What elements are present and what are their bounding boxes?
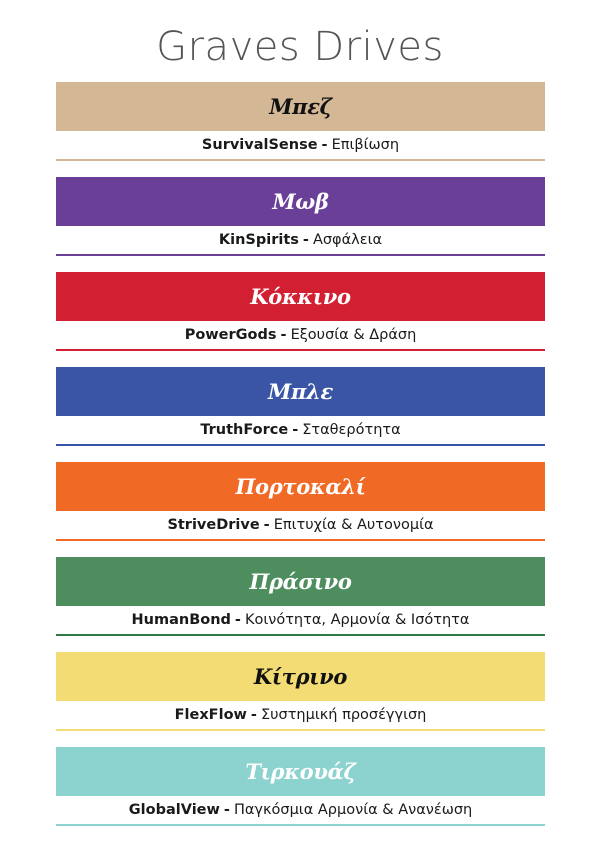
color-name: Τιρκουάζ [245, 759, 356, 784]
color-name: Μπλε [268, 379, 333, 404]
color-band [56, 462, 545, 511]
separator: - [292, 422, 299, 438]
divider-line [56, 539, 545, 541]
drive-description: Ασφάλεια [312, 232, 383, 248]
drives-list [56, 82, 545, 842]
divider-line [56, 634, 545, 636]
drive-description-row [56, 606, 545, 634]
drive-description-row [56, 226, 545, 254]
drive-orange [56, 462, 545, 557]
drive-description: Επιβίωση [331, 137, 400, 153]
drive-description: Επιτυχία & Αυτονομία [273, 517, 434, 533]
drive-name: TruthForce [200, 422, 289, 438]
drive-description: Σταθερότητα [302, 422, 401, 438]
color-band [56, 82, 545, 131]
drive-description-row [56, 131, 545, 159]
divider-line [56, 159, 545, 161]
separator: - [223, 802, 230, 818]
drive-name: HumanBond [131, 612, 231, 628]
color-name: Πράσινο [249, 569, 352, 594]
color-name: Μπεζ [269, 94, 332, 119]
color-name: Κίτρινο [253, 664, 348, 689]
drive-description: Συστημική προσέγγιση [260, 707, 427, 723]
drive-name: FlexFlow [174, 707, 247, 723]
color-band [56, 367, 545, 416]
drive-description-row [56, 511, 545, 539]
drive-description-row [56, 701, 545, 729]
separator: - [302, 232, 309, 248]
divider-line [56, 824, 545, 826]
color-name: Μωβ [272, 189, 329, 214]
divider-line [56, 254, 545, 256]
divider-line [56, 349, 545, 351]
separator: - [250, 707, 257, 723]
separator: - [321, 137, 328, 153]
divider-line [56, 444, 545, 446]
color-band [56, 747, 545, 796]
drive-name: StriveDrive [167, 517, 260, 533]
color-name: Κόκκινο [250, 284, 351, 309]
drive-name: GlobalView [128, 802, 220, 818]
drive-yellow [56, 652, 545, 747]
drive-description: Παγκόσμια Αρμονία & Ανανέωση [233, 802, 473, 818]
color-name: Πορτοκαλί [235, 474, 366, 499]
separator: - [234, 612, 241, 628]
page-title: Graves Drives [156, 24, 444, 70]
separator: - [263, 517, 270, 533]
divider-line [56, 729, 545, 731]
drive-red [56, 272, 545, 367]
drive-description: Κοινότητα, Αρμονία & Ισότητα [244, 612, 470, 628]
drive-description-row [56, 416, 545, 444]
drive-name: PowerGods [184, 327, 277, 343]
drive-description-row [56, 796, 545, 824]
drive-description: Εξουσία & Δράση [290, 327, 417, 343]
drive-turquoise [56, 747, 545, 842]
color-band [56, 557, 545, 606]
color-band [56, 177, 545, 226]
color-band [56, 652, 545, 701]
drive-beige [56, 82, 545, 177]
drive-green [56, 557, 545, 652]
drive-description-row [56, 321, 545, 349]
drive-name: KinSpirits [218, 232, 299, 248]
drive-purple [56, 177, 545, 272]
drive-name: SurvivalSense [201, 137, 318, 153]
drive-blue [56, 367, 545, 462]
color-band [56, 272, 545, 321]
separator: - [280, 327, 287, 343]
